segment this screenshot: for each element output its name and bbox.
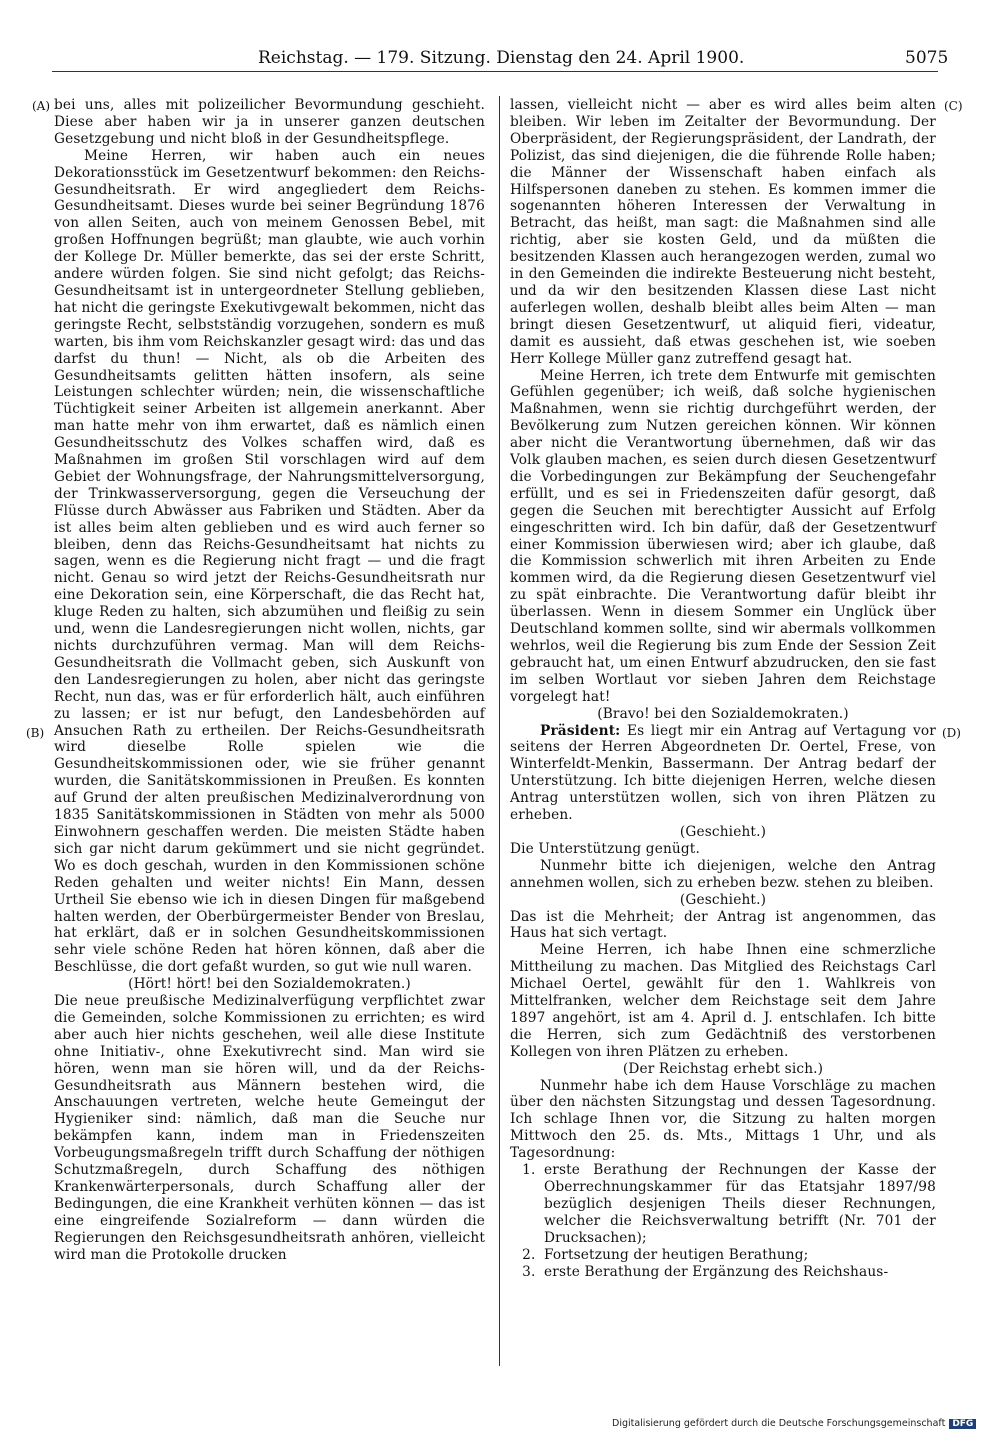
list-item: 3. erste Berathung der Ergänzung des Reichshaus- [540,1264,936,1281]
interjection: (Der Reichstag erhebt sich.) [622,1060,824,1077]
agenda-list [510,1162,936,1280]
interjection: (Geschieht.) [679,823,767,840]
right-column [510,97,936,1280]
paragraph: Meine Herren, ich habe Ihnen eine schmerzliche Mittheilung zu machen. Das Mitglied des Reichstags Carl Michael Oertel, gewählt für den 1. Wahlkreis von Mittelfranken, welcher dem Reichstage seit dem Jahre 1897 angehört, ist am 4. April d. J. entschlafen. Ich bitte die Herren, sich zum Gedächtniß des verstorbenen Kollegen von ihren Plätzen zu erheben. [510,942,936,1060]
dfg-logo: DFG [949,1419,976,1429]
margin-marker-b: (B) [26,726,45,740]
footer-text: Digitalisierung gefördert durch die Deutsche Forschungsgemeinschaft [612,1418,946,1429]
left-column [54,97,485,1264]
footer [612,1418,992,1429]
paragraph [510,723,936,824]
header-rule [52,71,938,72]
interjection: (Hört! hört! bei den Sozialdemokraten.) [128,976,411,993]
paragraph: Die neue preußische Medizinalverfügung verpflichtet zwar die Gemeinden, solche Kommissionen zu errichten; es wird aber auch hier nichts geschehen, weil alle diese Institute ohne Initiativ-, ohne Exekutivrecht sind. Man wird sie hören, wenn man sie hören will, und da der Reichs-Gesundheitsrath aus Männern bestehen wird, die Anschauungen vertreten, welche heute Gemeingut der Hygieniker sind: nämlich, daß man die Seuche nur bekämpfen kann, indem man in Friedenszeiten Vorbeugungsmaßregeln trifft durch Schaffung der nöthigen Schutzmaßregeln, durch Schaffung des nöthigen Krankenwärterpersonals, durch Schaffung aller der Bedingungen, die eine Krankheit verhüten können — das ist eine eingreifende Sozialreform — dann würden die Regierungen den Reichsgesundheitsrath anhören, vielleicht wird man die Protokolle drucken [54,993,485,1263]
paragraph: Nunmehr bitte ich diejenigen, welche den Antrag annehmen wollen, sich zu erheben bezw. stehen zu bleiben. [510,857,936,891]
paragraph: Meine Herren, wir haben auch ein neues Dekorationsstück im Gesetzentwurf bekommen: den Reichs-Gesundheitsrath. Er wird angegliedert dem Reichs-Gesundheitsamt. Dieses wurde bei seiner Begründung 1876 von allen Seiten, auch von meinem Genossen Bebel, mit großen Hoffnungen begrüßt; man glaubte, wie auch vorhin der Kollege Dr. Müller bemerkte, das sei der erste Schritt, andere würden folgen. Sie sind nicht gefolgt; das Reichs-Gesundheitsamt ist in untergeordneter Stellung geblieben, hat nicht die geringste Exekutivgewalt bekommen, nicht das geringste Recht, selbstständig vorzugehen, sondern es muß warten, bis ihm vom Reichskanzler gesagt wird: das und das darfst du thun! — Nicht, als ob die Arbeiten des Gesundheitsamts gelitten hätten insofern, als seine Leistungen schlechter würden; nein, die wissenschaftliche Tüchtigkeit seiner Arbeiten ist allgemein anerkannt. Aber man hatte mehr von ihm erwartet, daß es nämlich einen Gesundheitsschutz des Volkes schaffen wird, daß es Maßnahmen im großen Stil vorschlagen wird auf dem Gebiet der Wohnungsfrage, der Nahrungsmittelversorgung, der Trinkwasserversorgung, gegen die Verseuchung der Flüsse durch Abwässer aus Fabriken und Städten. Aber da ist alles beim alten geblieben und es wird auch ferner so bleiben, denn das Reichs-Gesundheitsamt hat nichts zu sagen, wenn es die Regierung nicht fragt — und die fragt nicht. Genau so wird jetzt der Reichs-Gesundheitsrath nur eine Dekoration sein, eine Körperschaft, die das Recht hat, kluge Reden zu halten, sich abzumühen und fleißig zu sein und, wenn die Landesregierungen nicht wollen, nichts, gar nichts durchzuführen vermag. Man will dem Reichs-Gesundheitsrath die Vollmacht geben, sich Auskunft von den Landesregierungen zu holen, aber nicht das geringste Recht, nun das, was er für erforderlich hält, auch einführen zu lassen; er ist nur befugt, den Landesbehörden auf Ansuchen Rath zu ertheilen. Der Reichs-Gesundheitsrath wird dieselbe Rolle spielen wie die Gesundheitskommissionen oder, wie sie früher genannt wurden, die Sanitätskommissionen in Preußen. Es konnten auf Grund der alten preußischen Medizinalverordnung von 1835 Sanitätskommissionen in Städten von mehr als 5000 Einwohnern geschaffen werden. Die meisten Städte haben sich gar nicht darum gekümmert und sie nicht gegründet. Wo es doch geschah, wurden in den Kommissionen schöne Reden gehalten und weiter nichts! Ein Mann, dessen Urtheil Sie ebenso wie ich in diesen Dingen für maßgebend halten werden, der Oberbürgermeister Bender von Breslau, hat erklärt, daß er in solchen Gesundheitskommissionen sehr viele schöne Reden hat hören können, daß aber die Beschlüsse, die dort gefaßt wurden, so gut wie null waren. [54,147,485,976]
interjection: (Bravo! bei den Sozialdemokraten.) [597,705,849,722]
paragraph: lassen, vielleicht nicht — aber es wird alles beim alten bleiben. Wir leben im Zeitalter der Bevormundung. Der Oberpräsident, der Regierungspräsident, der Landrath, der Polizist, das sind diejenigen, die die führende Rolle haben; die Männer der Wissenschaft haben einfach als Hilfspersonen daneben zu stehen. Es kommen immer die sogenannten höheren Interessen der Verwaltung in Betracht, das heißt, man sagt: die Maßnahmen sind alle richtig, aber sie kosten Geld, und da müßten die besitzenden Klassen auch herangezogen werden, zumal wo in den Gemeinden die indirekte Besteuerung nicht besteht, und da wir den besitzenden Klassen diese Last nicht auferlegen wollen, deshalb bleibt alles beim Alten — man bringt diesen Gesetzentwurf, ut aliquid fieri, videatur, damit es aussieht, daß etwas geschehen ist, wie soeben Herr Kollege Müller ganz zutreffend gesagt hat. [510,97,936,367]
margin-marker-a: (A) [32,99,51,113]
page-title: Reichstag. — 179. Sitzung. Dienstag den 24. April 1900. [258,48,745,68]
speaker-name: Präsident: [540,722,621,739]
column-divider [499,96,500,1366]
paragraph: bei uns, alles mit polizeilicher Bevormundung geschieht. Diese aber haben wir ja in unserer ganzen deutschen Gesetzgebung und nicht bloß in der Gesundheitspflege. [54,97,485,147]
paragraph: Nunmehr habe ich dem Hause Vorschläge zu machen über den nächsten Sitzungstag und dessen Tagesordnung. Ich schlage Ihnen vor, die Sitzung zu halten morgen Mittwoch den 25. ds. Mts., Mittags 1 Uhr, und als Tagesordnung: [510,1077,936,1162]
interjection: (Geschieht.) [679,891,767,908]
page-number: 5075 [905,48,949,68]
speech-text: Es liegt mir ein Antrag auf Vertagung vor seitens der Herren Abgeordneten Dr. Oertel, Frese, von Winterfeldt-Menkin, Bassermann. Der Antrag bedarf der Unterstützung. Ich bitte diejenigen Herren, welche diesen Antrag unterstützen wollen, sich von ihren Plätzen zu erheben. [510,722,936,824]
list-item: 2. Fortsetzung der heutigen Berathung; [540,1247,936,1264]
paragraph: Meine Herren, ich trete dem Entwurfe mit gemischten Gefühlen gegenüber; ich weiß, daß solche hygienischen Maßnahmen, wenn sie richtig durchgeführt werden, der Bevölkerung zum Nutzen gereichen können. Wir können aber nicht die Verantwortung übernehmen, daß wir das Volk glauben machen, es seien durch diesen Gesetzentwurf die Vorbedingungen zur Bekämpfung der Seuchengefahr erfüllt, und es sei in Friedenszeiten dafür gesorgt, daß gegen die Seuchen mit berechtigter Aussicht auf Erfolg eingeschritten wird. Ich bin dafür, daß der Gesetzentwurf einer Kommission überwiesen wird; aber ich glaube, daß die Kommission schwerlich mit ihren Arbeiten zu Ende kommen wird, da die Regierung diesen Gesetzentwurf viel zu spät einbrachte. Die Verantwortung dafür bleibt ihr überlassen. Wenn in diesem Sommer ein Unglück über Deutschland kommen sollte, sind wir abermals vollkommen wehrlos, weil die Regierung bis zum Ende der Session Zeit gebraucht hat, um einen Entwurf abzudrucken, den sie fast im selben Wortlaut vor sieben Jahren dem Reichstage vorgelegt hat! [510,367,936,705]
margin-marker-c: (C) [944,99,963,113]
paragraph: Das ist die Mehrheit; der Antrag ist angenommen, das Haus hat sich vertagt. [510,908,936,942]
paragraph: Die Unterstützung genügt. [510,840,700,857]
list-item: 1. erste Berathung der Rechnungen der Kasse der Oberrechnungskammer für das Etatsjahr 1897/98 bezüglich desjenigen Theils dieser Rechnungen, welcher die Reichsverwaltung betrifft (Nr. 701 der Drucksachen); [540,1162,936,1247]
margin-marker-d: (D) [942,726,961,740]
